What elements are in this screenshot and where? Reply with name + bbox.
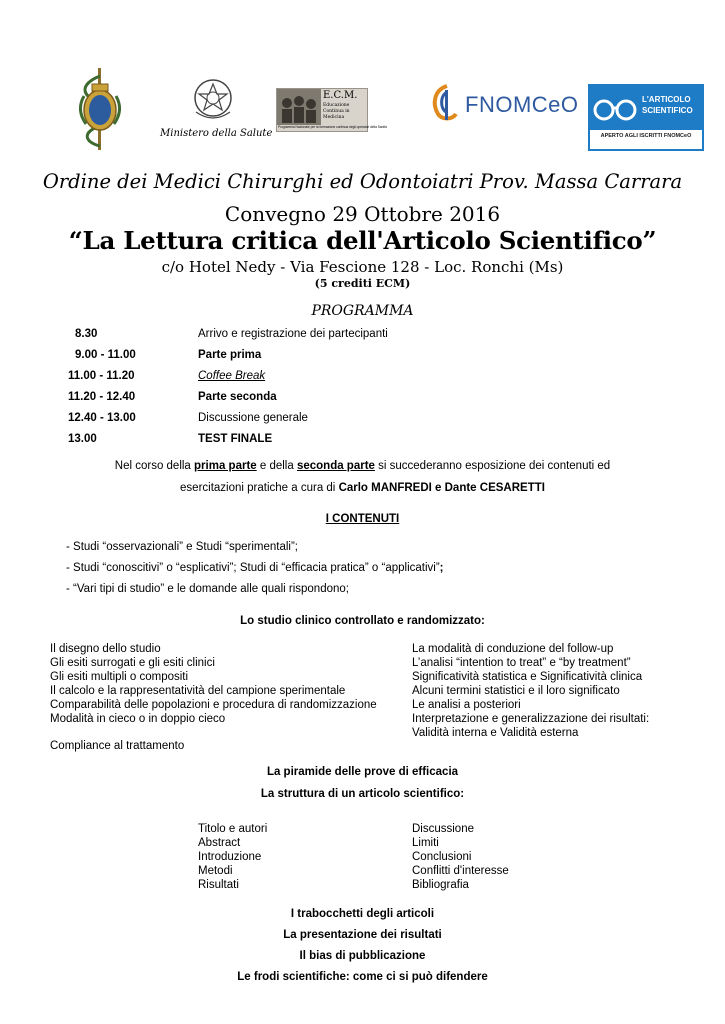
list-item: L’analisi “intention to treat” e “by treatment” xyxy=(412,657,631,669)
schedule-time: 12.40 - 13.00 xyxy=(68,412,136,424)
list-item: Risultati xyxy=(198,879,239,891)
schedule-time: 13.00 xyxy=(68,433,97,445)
contenuti-heading: I CONTENUTI xyxy=(325,513,400,525)
list-item: Validità interna e Validità esterna xyxy=(412,727,579,739)
list-item: La modalità di conduzione del follow-up xyxy=(412,643,614,655)
list-item: Interpretazione e generalizzazione dei risultati: xyxy=(412,713,650,725)
studio-clinico-heading: Lo studio clinico controllato e randomizzato: xyxy=(240,615,485,627)
list-item: Gli esiti multipli o compositi xyxy=(50,671,189,683)
docenti-names: Carlo MANFREDI e Dante CESARETTI xyxy=(338,482,545,494)
schedule-activity: TEST FINALE xyxy=(198,433,273,445)
schedule-time: 11.20 - 12.40 xyxy=(68,391,136,403)
ecm-title: E.C.M. xyxy=(323,90,358,101)
ecm-credits: (5 crediti ECM) xyxy=(314,277,411,290)
list-item: Limiti xyxy=(412,837,439,849)
studio-left-column xyxy=(50,642,377,726)
list-item: Significatività statistica e Significatività clinica xyxy=(412,671,643,683)
topic-heading: Le frodi scientifiche: come ci si può difendere xyxy=(237,971,488,983)
convegno-date: Convegno 29 Ottobre 2016 xyxy=(224,202,501,226)
topic-heading: I trabocchetti degli articoli xyxy=(290,908,435,920)
list-item: - “Vari tipi di studio” e le domande alle quali rispondono; xyxy=(66,583,349,595)
schedule-time: 11.00 - 11.20 xyxy=(68,370,135,382)
list-item: Comparabilità delle popolazioni e procedura di randomizzazione xyxy=(50,699,377,711)
schedule-row xyxy=(0,370,725,386)
prima-parte: prima parte xyxy=(194,460,257,472)
piramide-heading: La piramide delle prove di efficacia xyxy=(266,766,459,778)
list-item: Le analisi a posteriori xyxy=(412,699,521,711)
list-item: Conclusioni xyxy=(412,851,472,863)
list-item: Abstract xyxy=(198,837,241,849)
list-item: - Studi “osservazionali” e Studi “sperimentali”; xyxy=(66,541,299,553)
list-item: Bibliografia xyxy=(412,879,469,891)
struttura-left-column xyxy=(198,822,267,892)
schedule-row xyxy=(0,391,725,407)
ecm-footer: Programma Nazionale per la formazione continua degli operatori della Sanità xyxy=(278,125,387,129)
schedule-activity: Arrivo e registrazione dei partecipanti xyxy=(198,328,388,340)
list-item: Metodi xyxy=(198,865,233,877)
intro-line-1: Nel corso della prima parte e della seconda parte si succederanno esposizione dei contenuti ed xyxy=(114,460,611,472)
schedule-row xyxy=(0,349,725,365)
topic-heading: La presentazione dei risultati xyxy=(283,929,442,941)
programma-heading: PROGRAMMA xyxy=(311,303,414,319)
event-location: c/o Hotel Nedy - Via Fescione 128 - Loc. Ronchi (Ms) xyxy=(161,258,564,276)
schedule-time: 8.30 xyxy=(75,328,98,340)
list-item: Modalità in cieco o in doppio cieco xyxy=(50,713,226,725)
articolo-scientifico-logo xyxy=(588,84,704,151)
intro-line-2: esercitazioni pratiche a cura di Carlo MANFREDI e Dante CESARETTI xyxy=(180,482,545,494)
ecm-subtitle: Educazione Continua in Medicina xyxy=(323,103,350,120)
articolo-logo-footer: APERTO AGLI ISCRITTI FNOMCeO xyxy=(600,133,692,139)
list-item: Titolo e autori xyxy=(198,823,268,835)
fnomceo-emblem-logo xyxy=(430,84,464,124)
list-item: Il calcolo e la rappresentatività del campione sperimentale xyxy=(50,685,346,697)
schedule-row xyxy=(0,328,725,344)
list-item: Compliance al trattamento xyxy=(50,740,185,752)
list-item: Gli esiti surrogati e gli esiti clinici xyxy=(50,657,215,669)
ordine-heading: Ordine dei Medici Chirurghi ed Odontoiatri Prov. Massa Carrara xyxy=(42,170,683,193)
schedule-activity: Parte seconda xyxy=(198,391,277,403)
topic-heading: Il bias di pubblicazione xyxy=(299,950,426,962)
schedule-row xyxy=(0,412,725,428)
seconda-parte: seconda parte xyxy=(296,460,375,472)
studio-right-column xyxy=(412,642,649,740)
event-title: “La Lettura critica dell'Articolo Scientifico” xyxy=(68,226,657,255)
schedule-time: 9.00 - 11.00 xyxy=(75,349,136,361)
struttura-heading: La struttura di un articolo scientifico: xyxy=(260,788,465,800)
list-item: Conflitti d'interesse xyxy=(412,865,509,877)
list-item: Il disegno dello studio xyxy=(50,643,161,655)
ecm-logo xyxy=(276,88,387,132)
list-item: Introduzione xyxy=(198,851,262,863)
ministero-emblem-logo xyxy=(190,74,236,124)
list-item: Alcuni termini statistici e il loro significato xyxy=(412,685,620,697)
struttura-right-column xyxy=(412,822,509,892)
ordine-crest-logo xyxy=(70,66,130,152)
list-item: Discussione xyxy=(412,823,474,835)
schedule-row xyxy=(0,433,725,449)
list-item: - Studi “conoscitivi” o “esplicativi”; Studi di “efficacia pratica” o “applicativi”; xyxy=(66,562,444,574)
articolo-logo-title: L'ARTICOLO SCIENTIFICO xyxy=(642,95,693,115)
fnomceo-wordmark: FNOMCeO xyxy=(465,92,579,117)
schedule-activity: Discussione generale xyxy=(198,412,308,424)
schedule-activity: Parte prima xyxy=(198,349,262,361)
schedule-activity: Coffee Break xyxy=(198,370,266,382)
ministero-caption: Ministero della Salute xyxy=(160,128,273,139)
